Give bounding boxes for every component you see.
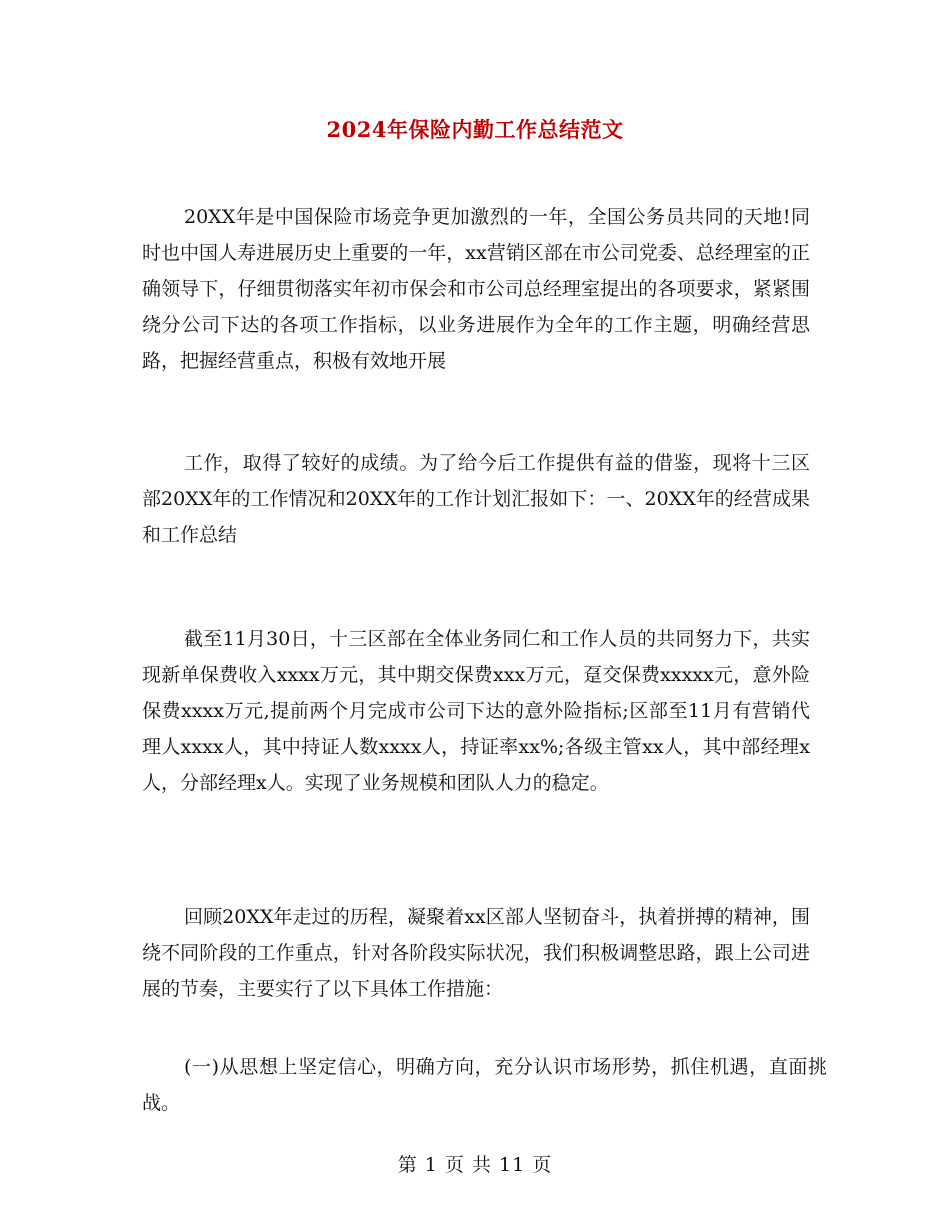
document-title: 2024年保险内勤工作总结范文 <box>326 117 624 142</box>
paragraph-1: 20XX年是中国保险市场竞争更加激烈的一年，全国公务员共同的天地!同时也中国人寿进展历史上重要的一年，xx营销区部在市公司党委、总经理室的正确领导下，仔细贯彻落实年初市保会和市公司总经理室提出的各项要求，紧紧围绕分公司下达的各项工作指标，以业务进展作为全年的工作主题，明确经营思路，把握经营重点，积极有效地开展 <box>142 206 810 372</box>
page-number-footer: 第 1 页 共 11 页 <box>397 1154 553 1176</box>
paragraph-4: 回顾20XX年走过的历程，凝聚着xx区部人坚韧奋斗，执着拼搏的精神，围绕不同阶段的工作重点，针对各阶段实际状况，我们积极调整思路，跟上公司进展的节奏，主要实行了以下具体工作措施： <box>142 906 810 1000</box>
paragraph-5: (一)从思想上坚定信心，明确方向，充分认识市场形势，抓住机遇，直面挑战。 <box>142 1056 827 1114</box>
paragraph-3: 截至11月30日，十三区部在全体业务同仁和工作人员的共同努力下，共实现新单保费收入xxxx万元，其中期交保费xxx万元，趸交保费xxxxx元，意外险保费xxxx万元,提前两个月完成市公司下达的意外险指标;区部至11月有营销代理人xxxx人，其中持证人数xxxx人，持证率xx%;各级主管xx人，其中部经理x人，分部经理x人。实现了业务规模和团队人力的稳定。 <box>142 628 810 794</box>
paragraph-2: 工作，取得了较好的成绩。为了给今后工作提供有益的借鉴，现将十三区部20XX年的工作情况和20XX年的工作计划汇报如下：一、20XX年的经营成果和工作总结 <box>142 452 810 546</box>
